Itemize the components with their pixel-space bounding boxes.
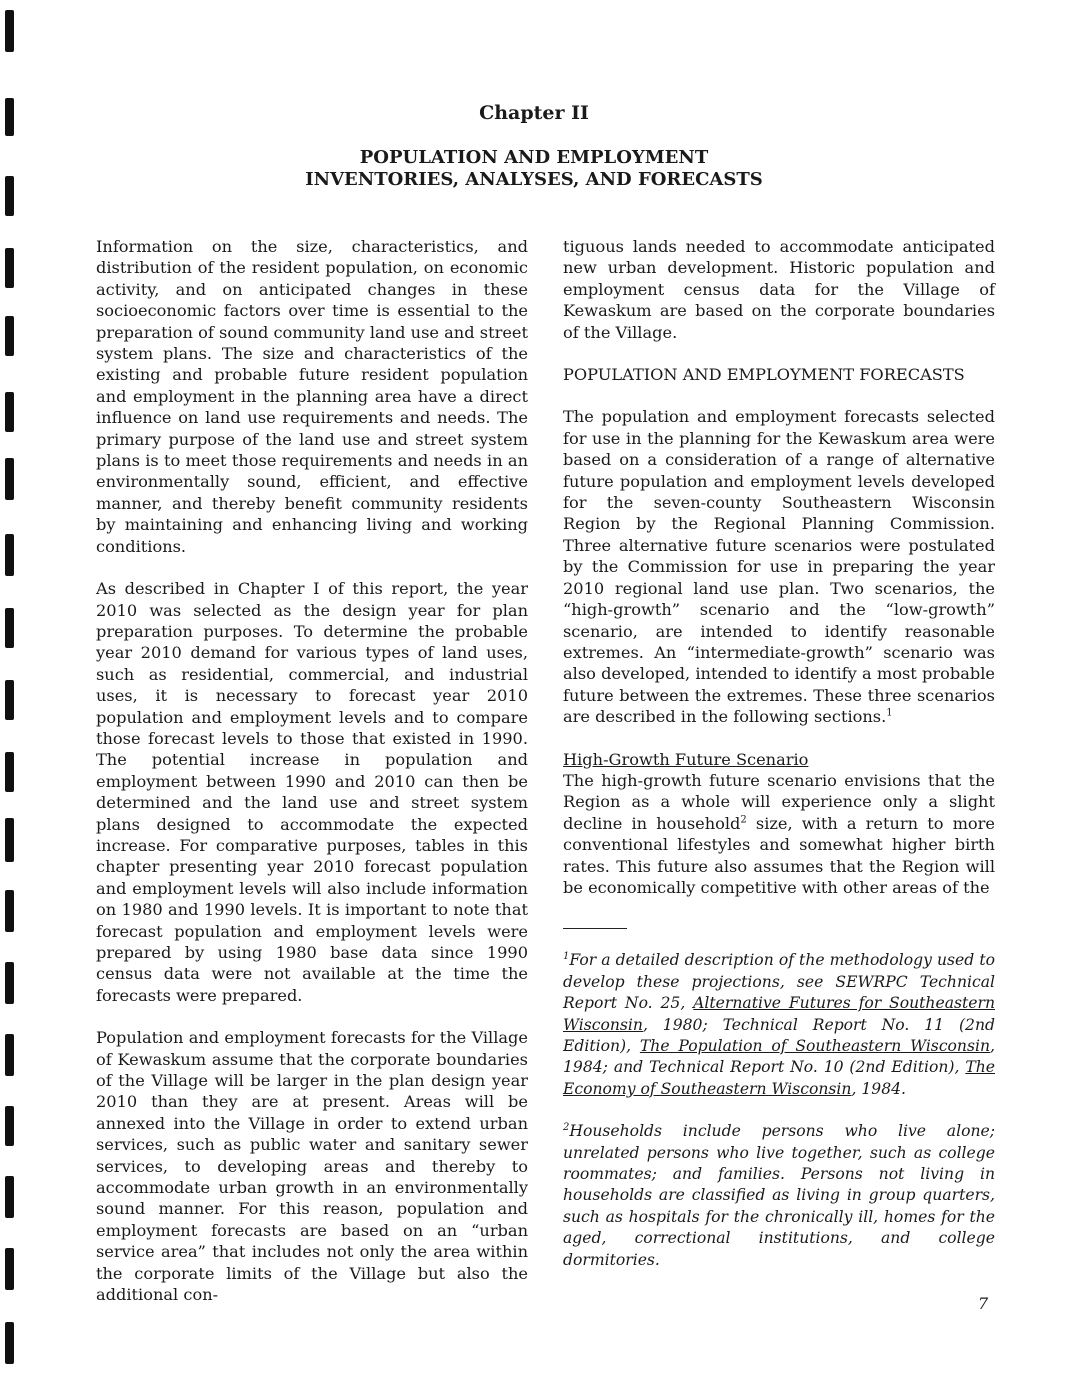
binding-mark <box>5 392 14 432</box>
binding-mark <box>5 1034 14 1076</box>
binding-mark <box>5 962 14 1004</box>
paragraph: As described in Chapter I of this report, the year 2010 was selected as the design year for plan preparation purposes. To determine the probable year 2010 demand for various types of land uses, such as residential, commercial, and industrial uses, it is necessary to forecast year 2010 population and employment levels and to compare those forecast levels to those that existed in 1990. The potential increase in population and employment between 1990 and 2010 can then be determined and the land use and street system plans designed to accommodate the expected increase. For comparative purposes, tables in this chapter presenting year 2010 forecast population and employment levels will also include information on 1980 and 1990 levels. It is important to note that forecast population and employment levels were prepared by using 1980 base data since 1990 census data were not available at the time the forecasts were prepared. <box>96 579 528 1005</box>
paragraph-text: The population and employment forecasts selected for use in the planning for the Kewaskum area were based on a consideration of a range of alternative future population and employment levels developed for the seven-county Southeastern Wisconsin Region by the Regional Planning Commission. Three alternative future scenarios were postulated by the Commission for use in preparing the year 2010 regional land use plan. Two scenarios, the “high-growth” scenario and the “low-growth” scenario, are intended to identify reasonable extremes. An “intermediate-growth” scenario was also developed, intended to identify a most probable future between the extremes. These three scenarios are described in the following sections. <box>563 407 995 727</box>
binding-mark <box>5 680 14 720</box>
footnote-2 <box>563 1121 995 1271</box>
paragraph: Population and employment forecasts for the Village of Kewaskum assume that the corporate boundaries of the Village will be larger in the plan design year 2010 than they are at present. Areas will be annexed into the Village in order to extend urban services, such as public water and sanitary sewer services, to developing areas and thereby to accommodate urban growth in an environmentally sound manner. For this reason, population and employment forecasts are based on an “urban service area” that includes not only the area within the corporate limits of the Village but also the additional con- <box>96 1028 528 1305</box>
report-title: The Economy of Southeastern Wisconsin <box>563 1058 995 1098</box>
paragraph-text: The high-growth future scenario envisions that the Region as a whole will experience only a slight decline in household <box>563 770 995 833</box>
paragraph: Information on the size, characteristics, and distribution of the resident population, on economic activity, and on anticipated changes in these socioeconomic factors over time is essential to the preparation of sound community land use and street system plans. The size and characteristics of the existing and probable future resident population and employment in the planning area have a direct influence on land use requirements and needs. The primary purpose of the land use and street system plans is to meet those requirements and needs in an environmentally sound, efficient, and effective manner, and thereby benefit community residents by maintaining and enhancing living and working conditions. <box>96 237 528 556</box>
footnote-text: Households include persons who live alone; unrelated persons who live together, such as college roommates; and families. Persons not living in households are classified as living in group quarters, such as hospitals for the chronically ill, homes for the aged, correctional institutions, and college dormitories. <box>563 1122 995 1269</box>
paragraph <box>563 406 995 727</box>
footnote-1 <box>563 950 995 1100</box>
binding-mark <box>5 316 14 356</box>
binding-marks <box>0 0 24 1380</box>
footnote-text: For a detailed description of the methodology used to develop these projections, see SEWRPC Technical Report No. 25, <box>563 951 995 1013</box>
paragraph: tiguous lands needed to accommodate anticipated new urban development. Historic population and employment census data for the Village of Kewaskum are based on the corporate boundaries of the Village. <box>563 237 995 342</box>
binding-mark <box>5 1322 14 1364</box>
report-title: Alternative Futures for Southeastern Wisconsin <box>563 994 995 1034</box>
binding-mark <box>5 1106 14 1146</box>
page-number: 7 <box>978 1294 989 1313</box>
binding-mark <box>5 818 14 862</box>
report-title: The Population of Southeastern Wisconsin <box>639 1037 991 1055</box>
paragraph <box>563 770 995 898</box>
footnote-text: , 1984. <box>851 1079 907 1098</box>
right-column <box>563 236 995 1271</box>
chapter-title <box>0 147 1068 191</box>
footnote-rule <box>563 928 627 929</box>
footnote-marker: 2 <box>563 1122 570 1134</box>
binding-mark <box>5 1176 14 1218</box>
footnote-ref: 1 <box>886 707 893 719</box>
chapter-label: Chapter II <box>479 102 589 124</box>
footnote-ref: 2 <box>740 814 747 826</box>
binding-mark <box>5 608 14 648</box>
binding-mark <box>5 752 14 792</box>
binding-mark <box>5 890 14 932</box>
footnote-marker: 1 <box>563 951 570 963</box>
paragraph-text: size, with a return to more conventional lifestyles and somewhat higher birth rates. This future also assumes that the Region will be economically competitive with other areas of the <box>563 813 995 897</box>
left-column <box>96 236 528 1306</box>
subsection-heading: High-Growth Future Scenario <box>563 749 809 769</box>
section-heading: POPULATION AND EMPLOYMENT FORECASTS <box>563 365 965 385</box>
binding-mark <box>5 1248 14 1290</box>
chapter-title-line-1: POPULATION AND EMPLOYMENT <box>359 147 709 168</box>
chapter-title-line-2: INVENTORIES, ANALYSES, AND FORECASTS <box>305 169 763 190</box>
binding-mark <box>5 248 14 288</box>
binding-mark <box>5 534 14 576</box>
binding-mark <box>5 10 14 52</box>
binding-mark <box>5 458 14 500</box>
footnote-text: , 1980; Technical Report No. 11 (2nd Edition), <box>563 1015 995 1055</box>
footnote-text: , 1984; and Technical Report No. 10 (2nd Edition), <box>563 1037 995 1077</box>
